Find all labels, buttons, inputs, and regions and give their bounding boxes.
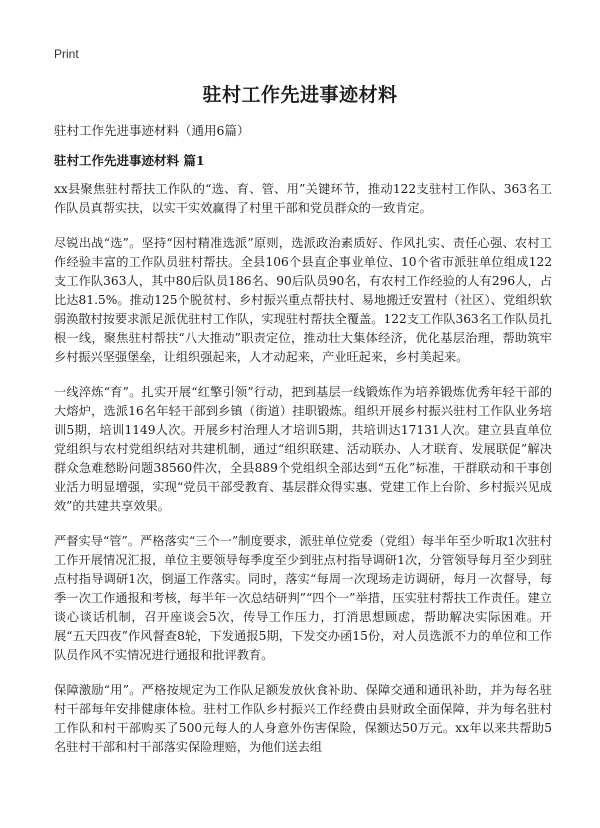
paragraph: 严督实导“管”。严格落实“三个一”制度要求，派驻单位党委（党组）每半年至少听取1次驻村工作开展情况汇报，单位主要领导每季度至少到驻点村指导调研1次，分管领导每月至少到驻点村指导调研1次，倒逼工作落实。同时，落实“每周一次现场走访调研，每月一次督导，每季一次工作通报和考核，每半年一次总结研判”“四个一”举措，压实驻村帮扶工作责任。建立谈心谈话机制，召开座谈会5次，传导工作压力，打消思想顾虑，帮助解决实际困难。开展“五天四夜”作风督查8轮，下发通报5期，下发交办函15份，对人员选派不力的单位和工作队员作风不实情况进行通报和批评教育。 xyxy=(54,534,552,662)
document-subtitle: 驻村工作先进事迹材料（通用6篇） xyxy=(54,123,250,138)
document-body xyxy=(54,180,552,773)
paragraph: 保障激励“用”。严格按规定为工作队足额发放伙食补助、保障交通和通讯补助，并为每名驻村干部每年安排健康体检。驻村工作队乡村振兴工作经费由县财政全面保障，并为每名驻村工作队和村干部购买了500元每人的人身意外伤害保险，保额达50万元。xx年以来共帮助5名驻村干部和村干部落实保险理赔，为他们送去组 xyxy=(54,683,552,754)
paragraph: 尽锐出战“选”。坚持“因村精准选派”原则，选派政治素质好、作风扎实、责任心强、农村工作经验丰富的工作队员驻村帮扶。全县106个县直企事业单位、10个省市派驻单位组成122支工作队363人，其中80后队员186名、90后队员90名，有农村工作经验的人有296人，占比达81.5%。推动125个脱贫村、乡村振兴重点帮扶村、易地搬迁安置村（社区）、党组织软弱涣散村按要求派足派优驻村工作队，实现驻村帮扶全覆盖。122支工作队363名工作队员扎根一线，聚焦驻村帮扶“八大推动”职责定位，推动壮大集体经济，优化基层治理，帮助筑牢乡村振兴坚强堡垒，让组织强起来，人才动起来，产业旺起来，乡村美起来。 xyxy=(54,236,552,364)
paragraph: xx县聚焦驻村帮扶工作队的“选、育、管、用”关键环节，推动122支驻村工作队、363名工作队员真帮实扶，以实干实效赢得了村里干部和党员群众的一致肯定。 xyxy=(54,182,552,215)
section-heading: 驻村工作先进事迹材料 篇1 xyxy=(54,153,205,168)
print-link[interactable]: Print xyxy=(54,47,79,61)
document-title: 驻村工作先进事迹材料 xyxy=(202,84,398,106)
paragraph: 一线淬炼“育”。扎实开展“红擎引领”行动，把到基层一线锻炼作为培养锻炼优秀年轻干部的大熔炉，选派16名年轻干部到乡镇（街道）挂职锻炼。组织开展乡村振兴驻村工作队业务培训5期，培训1149人次。开展乡村治理人才培训5期，共培训达17131人次。建立县直单位党组织与农村党组织结对共建机制，通过“组织联建、活动联办、人才联育、发展联促”解决群众急难愁盼问题38560件次，全县889个党组织全部达到“五化”标准，干群联动和干事创业活力明显增强，实现“党员干部受教育、基层群众得实惠、党建工作上台阶、乡村振兴见成效”的共建共享效果。 xyxy=(54,385,552,513)
